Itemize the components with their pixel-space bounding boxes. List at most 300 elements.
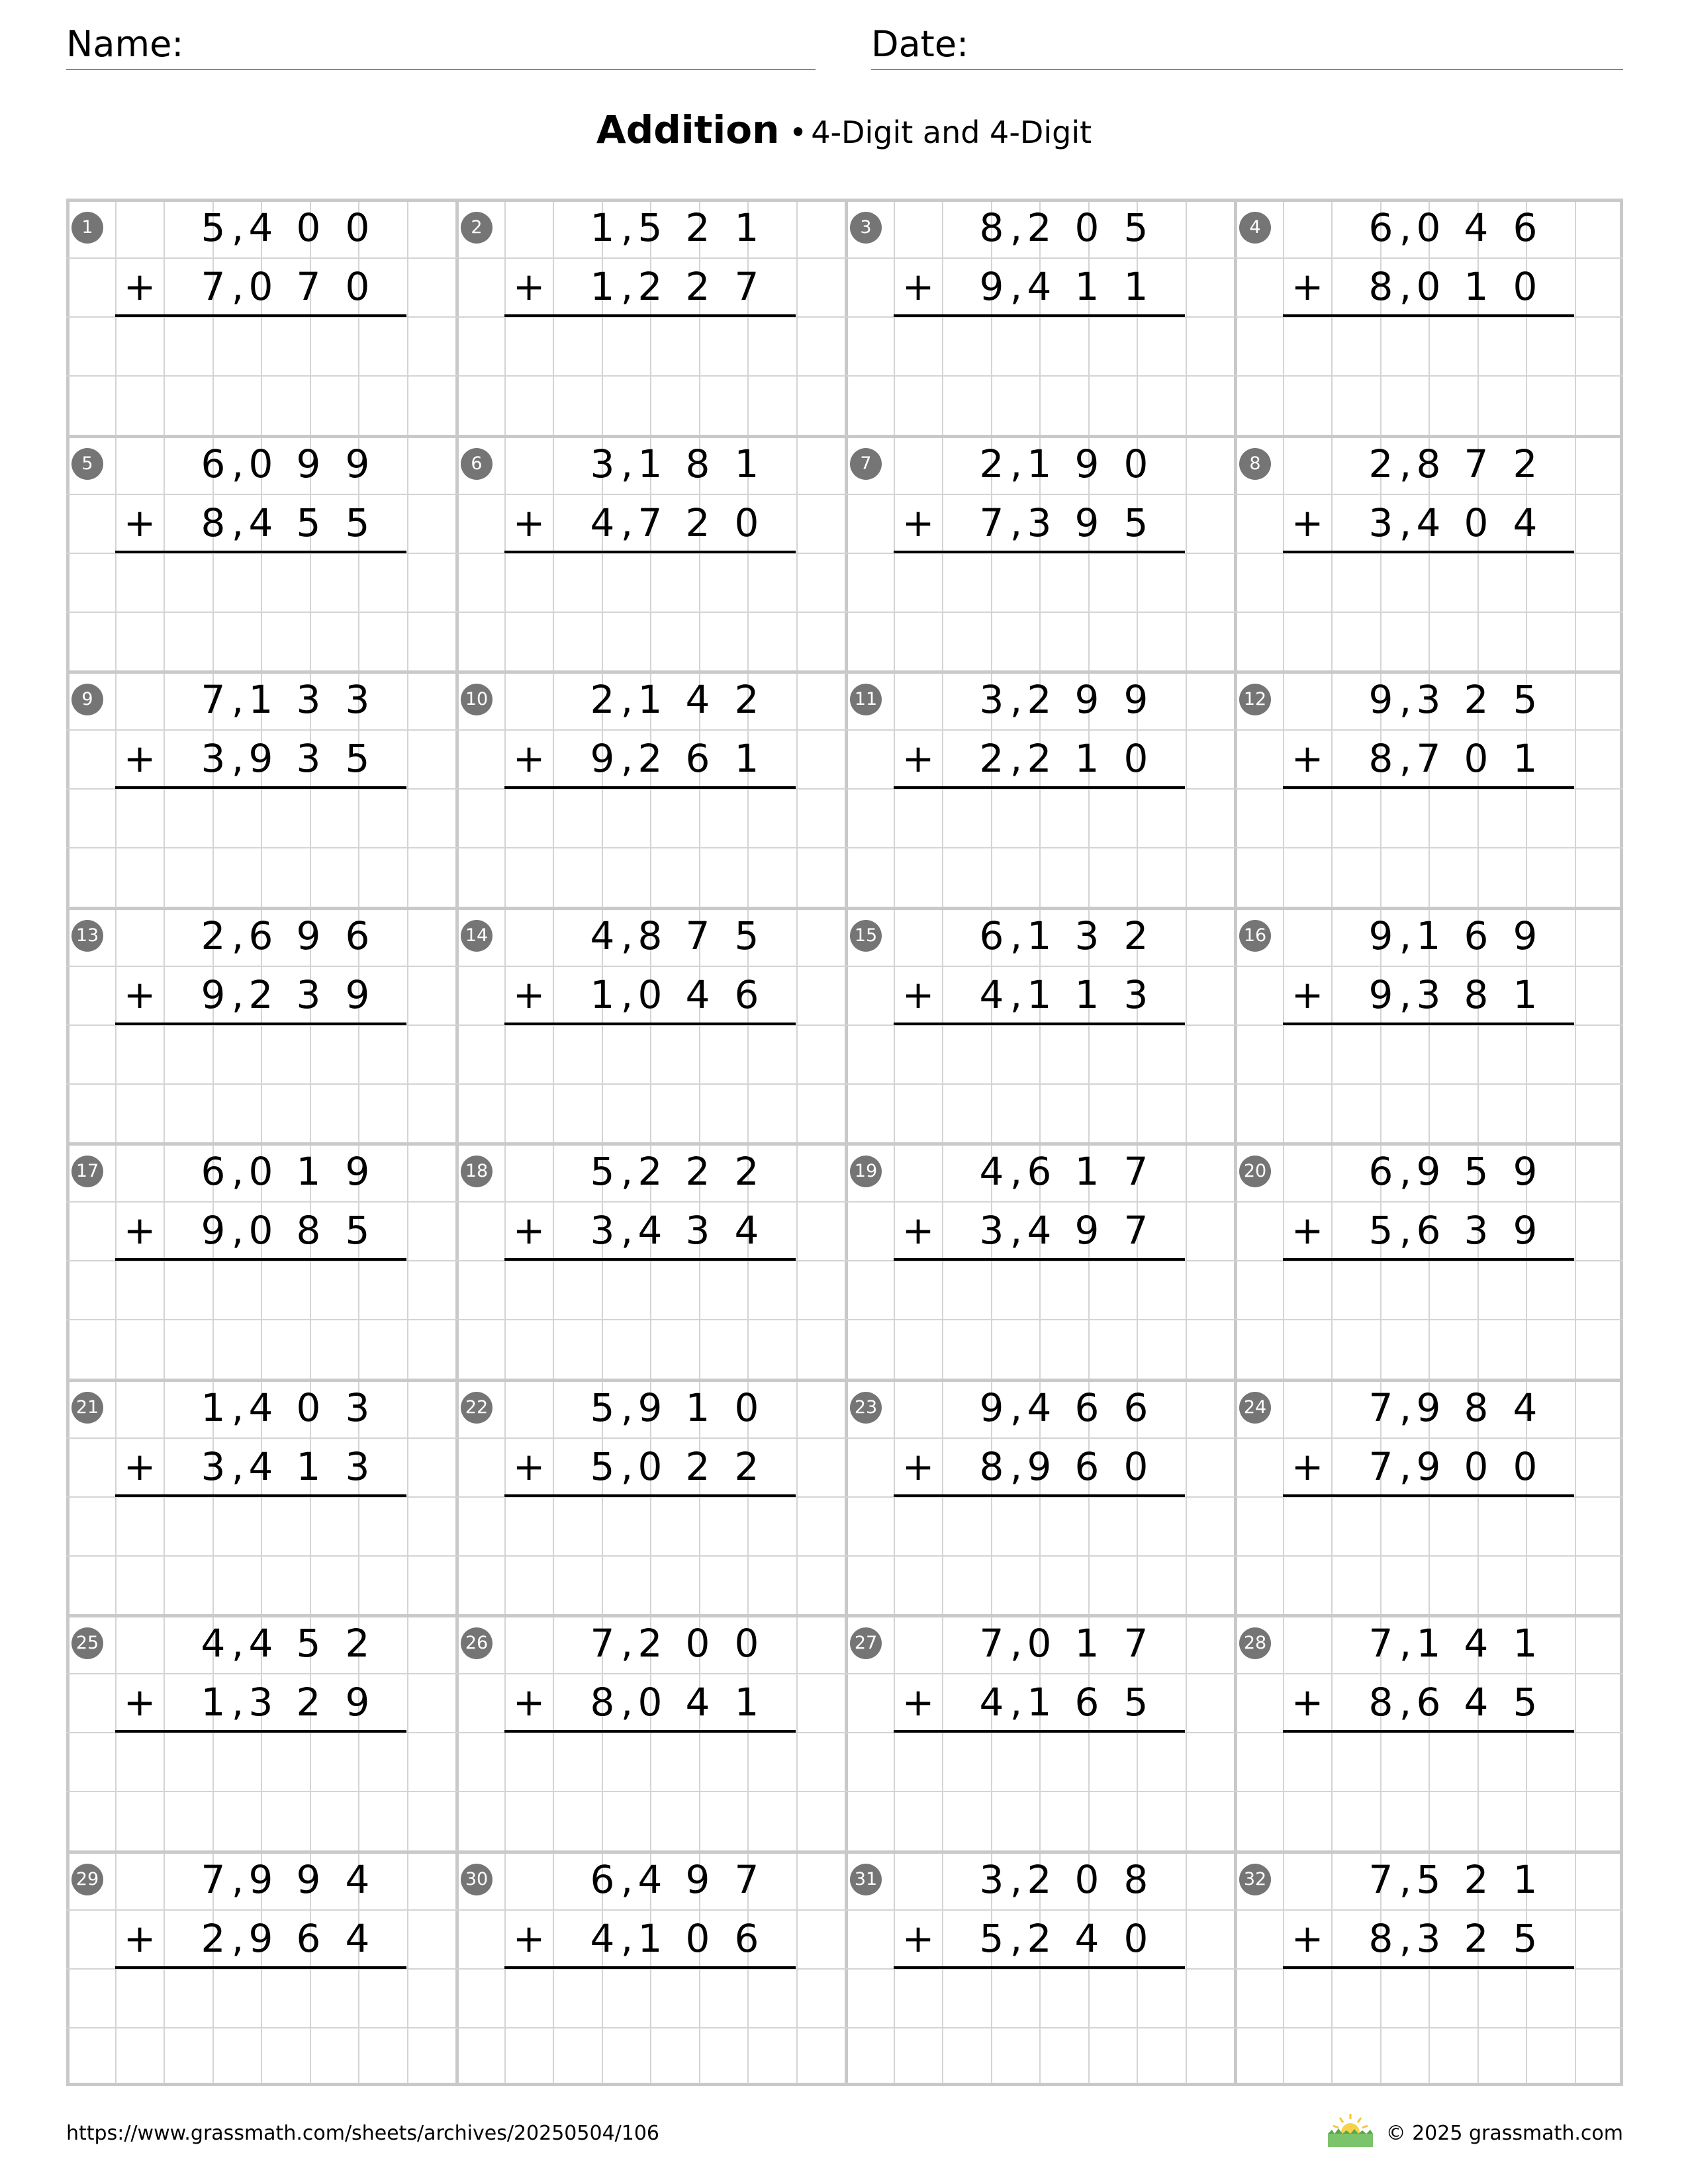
title-separator: • — [789, 114, 808, 150]
addend-bottom-digit: 3 — [979, 1208, 1004, 1253]
addend-bottom-digit: 7 — [201, 264, 226, 309]
problem-number-badge: 8 — [1239, 448, 1271, 480]
addend-bottom-digit: 7 — [979, 500, 1004, 545]
name-label: Name: — [66, 23, 184, 65]
addend-bottom-digit: 0 — [637, 1680, 663, 1725]
addend-bottom-digit: 3 — [1368, 500, 1393, 545]
addend-bottom-digit: 2 — [248, 972, 273, 1017]
addend-bottom-digit: 0 — [1123, 1915, 1149, 1961]
addend-top-digit: 0 — [1416, 205, 1441, 250]
thousands-separator: , — [1009, 500, 1023, 545]
addend-top-digit: 2 — [1368, 441, 1393, 486]
addend-top-digit: 5 — [296, 1621, 321, 1666]
problem-number-badge: 2 — [461, 212, 492, 244]
addend-top-digit: 8 — [1123, 1856, 1149, 1902]
addend-top-digit: 2 — [1464, 1856, 1489, 1902]
problem — [1234, 670, 1623, 906]
addend-top-digit: 6 — [1368, 1149, 1393, 1194]
addend-top-digit: 1 — [1416, 1621, 1441, 1666]
thousands-separator: , — [620, 264, 633, 309]
addend-top-digit: 2 — [637, 1149, 663, 1194]
plus-sign: + — [123, 1208, 156, 1253]
addend-bottom-digit: 1 — [1074, 264, 1100, 309]
answer-line — [894, 1023, 1185, 1025]
addend-top-digit: 7 — [979, 1621, 1004, 1666]
problem — [66, 1614, 455, 1850]
addend-bottom-digit: 2 — [979, 736, 1004, 781]
addend-bottom-digit: 1 — [734, 736, 759, 781]
addend-top-digit: 2 — [637, 1621, 663, 1666]
answer-line — [504, 1494, 796, 1497]
addend-top-digit: 9 — [1513, 1149, 1538, 1194]
thousands-separator: , — [1009, 1915, 1023, 1961]
answer-line — [115, 1966, 406, 1969]
addend-bottom-digit: 1 — [590, 972, 615, 1017]
answer-line — [1283, 1258, 1574, 1261]
addend-bottom-digit: 7 — [1368, 1443, 1393, 1489]
plus-sign: + — [512, 1915, 545, 1961]
plus-sign: + — [902, 1680, 935, 1725]
addend-bottom-digit: 4 — [1027, 1208, 1052, 1253]
problem-number-badge: 9 — [71, 684, 103, 715]
addend-bottom-digit: 3 — [685, 1208, 710, 1253]
addend-top-digit: 2 — [685, 1149, 710, 1194]
addend-top-digit: 9 — [1074, 441, 1100, 486]
answer-line — [894, 1258, 1185, 1261]
addend-top-digit: 6 — [979, 913, 1004, 958]
addend-bottom-digit: 5 — [345, 1208, 370, 1253]
plus-sign: + — [902, 500, 935, 545]
problem-number-badge: 24 — [1239, 1392, 1271, 1424]
addend-top-digit: 4 — [1513, 1385, 1538, 1430]
addend-bottom-digit: 0 — [1123, 736, 1149, 781]
addend-bottom-digit: 3 — [201, 736, 226, 781]
addend-bottom-digit: 8 — [1368, 736, 1393, 781]
problem-number-badge: 19 — [850, 1156, 882, 1187]
addend-top-digit: 9 — [345, 441, 370, 486]
addend-top-digit: 9 — [637, 1385, 663, 1430]
addend-bottom-digit: 2 — [734, 1443, 759, 1489]
addend-bottom-digit: 3 — [296, 972, 321, 1017]
plus-sign: + — [902, 1208, 935, 1253]
addend-bottom-digit: 8 — [1368, 1915, 1393, 1961]
thousands-separator: , — [1399, 736, 1412, 781]
addend-top-digit: 3 — [345, 1385, 370, 1430]
addend-top-digit: 3 — [979, 677, 1004, 722]
addend-top-digit: 0 — [1074, 205, 1100, 250]
addend-top-digit: 9 — [296, 441, 321, 486]
addend-top-digit: 6 — [248, 913, 273, 958]
answer-line — [504, 1023, 796, 1025]
plus-sign: + — [512, 500, 545, 545]
addend-top-digit: 2 — [1464, 677, 1489, 722]
addend-bottom-digit: 6 — [1416, 1208, 1441, 1253]
addend-bottom-digit: 9 — [248, 736, 273, 781]
addend-top-digit: 2 — [1027, 1856, 1052, 1902]
thousands-separator: , — [231, 205, 244, 250]
addend-top-digit: 2 — [1027, 677, 1052, 722]
addend-bottom-digit: 0 — [734, 500, 759, 545]
plus-sign: + — [512, 264, 545, 309]
addend-top-digit: 2 — [201, 913, 226, 958]
answer-line — [894, 1730, 1185, 1733]
answer-line — [115, 314, 406, 317]
problem-number-badge: 28 — [1239, 1627, 1271, 1659]
addend-bottom-digit: 5 — [1123, 1680, 1149, 1725]
addend-bottom-digit: 8 — [590, 1680, 615, 1725]
thousands-separator: , — [620, 1680, 633, 1725]
addend-bottom-digit: 7 — [637, 500, 663, 545]
addend-top-digit: 3 — [590, 441, 615, 486]
thousands-separator: , — [1009, 913, 1023, 958]
problem — [66, 199, 455, 434]
addend-bottom-digit: 8 — [1368, 1680, 1393, 1725]
thousands-separator: , — [231, 1149, 244, 1194]
problem — [845, 1142, 1234, 1378]
addend-bottom-digit: 9 — [1074, 500, 1100, 545]
addend-bottom-digit: 3 — [1416, 1915, 1441, 1961]
answer-line — [1283, 1966, 1574, 1969]
problem-number-badge: 18 — [461, 1156, 492, 1187]
thousands-separator: , — [231, 736, 244, 781]
thousands-separator: , — [231, 972, 244, 1017]
addend-top-digit: 9 — [1416, 1385, 1441, 1430]
problem-number-badge: 25 — [71, 1627, 103, 1659]
addend-bottom-digit: 2 — [296, 1680, 321, 1725]
thousands-separator: , — [620, 1385, 633, 1430]
addend-top-digit: 7 — [1464, 441, 1489, 486]
addend-top-digit: 2 — [685, 205, 710, 250]
plus-sign: + — [512, 1443, 545, 1489]
problem — [66, 670, 455, 906]
footer-url: https://www.grassmath.com/sheets/archives/20250504/106 — [66, 2122, 660, 2145]
thousands-separator: , — [1399, 1385, 1412, 1430]
addend-bottom-digit: 0 — [1416, 264, 1441, 309]
problem — [845, 1614, 1234, 1850]
addend-top-digit: 9 — [1513, 913, 1538, 958]
answer-line — [1283, 1730, 1574, 1733]
addend-top-digit: 4 — [1464, 205, 1489, 250]
addend-top-digit: 2 — [1513, 441, 1538, 486]
answer-line — [504, 1966, 796, 1969]
sun-over-grass-icon — [1325, 2113, 1376, 2148]
problem — [845, 670, 1234, 906]
problem-number-badge: 32 — [1239, 1864, 1271, 1895]
problem — [66, 907, 455, 1142]
addend-top-digit: 9 — [1368, 913, 1393, 958]
problem — [1234, 199, 1623, 434]
problem — [845, 199, 1234, 434]
addend-bottom-digit: 2 — [1027, 1915, 1052, 1961]
addend-top-digit: 0 — [1123, 441, 1149, 486]
thousands-separator: , — [231, 677, 244, 722]
addend-top-digit: 2 — [734, 1149, 759, 1194]
plus-sign: + — [902, 1915, 935, 1961]
thousands-separator: , — [1009, 441, 1023, 486]
problem — [1234, 435, 1623, 670]
addend-bottom-digit: 4 — [979, 1680, 1004, 1725]
addend-bottom-digit: 1 — [1123, 264, 1149, 309]
addend-bottom-digit: 0 — [248, 264, 273, 309]
addend-top-digit: 5 — [201, 205, 226, 250]
thousands-separator: , — [231, 1443, 244, 1489]
thousands-separator: , — [620, 1856, 633, 1902]
problem-number-badge: 4 — [1239, 212, 1271, 244]
plus-sign: + — [123, 500, 156, 545]
addend-top-digit: 8 — [1416, 441, 1441, 486]
problem — [66, 1142, 455, 1378]
addend-bottom-digit: 9 — [248, 1915, 273, 1961]
addend-top-digit: 0 — [296, 205, 321, 250]
addend-top-digit: 5 — [734, 913, 759, 958]
plus-sign: + — [902, 1443, 935, 1489]
addend-bottom-digit: 0 — [345, 264, 370, 309]
addend-bottom-digit: 0 — [1513, 264, 1538, 309]
addend-top-digit: 3 — [296, 677, 321, 722]
addend-bottom-digit: 5 — [1123, 500, 1149, 545]
addend-top-digit: 0 — [1027, 1621, 1052, 1666]
answer-line — [894, 1494, 1185, 1497]
addend-top-digit: 1 — [1513, 1621, 1538, 1666]
addend-top-digit: 4 — [590, 913, 615, 958]
problem — [455, 1614, 845, 1850]
plus-sign: + — [902, 972, 935, 1017]
addend-bottom-digit: 1 — [1027, 1680, 1052, 1725]
addend-bottom-digit: 4 — [685, 972, 710, 1017]
addend-top-digit: 6 — [201, 1149, 226, 1194]
addend-top-digit: 7 — [1123, 1621, 1149, 1666]
thousands-separator: , — [1009, 1208, 1023, 1253]
problem — [845, 1850, 1234, 2086]
thousands-separator: , — [620, 736, 633, 781]
plus-sign: + — [1291, 736, 1324, 781]
problem — [845, 1379, 1234, 1614]
addend-top-digit: 6 — [201, 441, 226, 486]
answer-line — [504, 786, 796, 789]
thousands-separator: , — [620, 441, 633, 486]
addend-bottom-digit: 0 — [1464, 736, 1489, 781]
addend-bottom-digit: 3 — [296, 736, 321, 781]
answer-line — [504, 314, 796, 317]
addend-top-digit: 9 — [248, 1856, 273, 1902]
addend-bottom-digit: 2 — [685, 1443, 710, 1489]
thousands-separator: , — [1399, 1680, 1412, 1725]
problem — [455, 907, 845, 1142]
addend-bottom-digit: 4 — [248, 500, 273, 545]
addend-top-digit: 6 — [345, 913, 370, 958]
problem-number-badge: 29 — [71, 1864, 103, 1895]
addend-top-digit: 6 — [1513, 205, 1538, 250]
plus-sign: + — [902, 264, 935, 309]
addend-top-digit: 6 — [1368, 205, 1393, 250]
date-field[interactable] — [871, 20, 1623, 70]
addend-bottom-digit: 1 — [1074, 736, 1100, 781]
thousands-separator: , — [1009, 264, 1023, 309]
addend-top-digit: 0 — [1074, 1856, 1100, 1902]
problem — [845, 907, 1234, 1142]
plus-sign: + — [123, 736, 156, 781]
plus-sign: + — [123, 1680, 156, 1725]
addend-bottom-digit: 8 — [1464, 972, 1489, 1017]
addend-top-digit: 7 — [1368, 1385, 1393, 1430]
addend-top-digit: 7 — [201, 1856, 226, 1902]
thousands-separator: , — [1399, 1621, 1412, 1666]
problem-number-badge: 31 — [850, 1864, 882, 1895]
addend-bottom-digit: 9 — [590, 736, 615, 781]
addend-bottom-digit: 5 — [1513, 1680, 1538, 1725]
answer-line — [894, 786, 1185, 789]
addend-bottom-digit: 0 — [637, 1443, 663, 1489]
problem — [845, 435, 1234, 670]
addend-bottom-digit: 4 — [1074, 1915, 1100, 1961]
addend-top-digit: 4 — [248, 1621, 273, 1666]
thousands-separator: , — [231, 264, 244, 309]
thousands-separator: , — [231, 1915, 244, 1961]
problem — [1234, 1614, 1623, 1850]
problem-number-badge: 27 — [850, 1627, 882, 1659]
addend-bottom-digit: 3 — [345, 1443, 370, 1489]
addend-top-digit: 0 — [248, 1149, 273, 1194]
addend-bottom-digit: 1 — [296, 1443, 321, 1489]
addend-bottom-digit: 4 — [1027, 264, 1052, 309]
problem-number-badge: 12 — [1239, 684, 1271, 715]
answer-line — [115, 1023, 406, 1025]
addend-top-digit: 9 — [1416, 1149, 1441, 1194]
addend-top-digit: 7 — [1368, 1856, 1393, 1902]
thousands-separator: , — [231, 500, 244, 545]
addend-bottom-digit: 1 — [1464, 264, 1489, 309]
problem — [455, 1379, 845, 1614]
addend-bottom-digit: 9 — [1027, 1443, 1052, 1489]
answer-line — [1283, 1023, 1574, 1025]
addend-bottom-digit: 4 — [979, 972, 1004, 1017]
addend-top-digit: 1 — [637, 441, 663, 486]
plus-sign: + — [512, 736, 545, 781]
problem-number-badge: 21 — [71, 1392, 103, 1424]
thousands-separator: , — [1399, 500, 1412, 545]
addend-bottom-digit: 4 — [1464, 1680, 1489, 1725]
thousands-separator: , — [1399, 205, 1412, 250]
addend-bottom-digit: 8 — [201, 500, 226, 545]
addend-top-digit: 9 — [1123, 677, 1149, 722]
addend-top-digit: 7 — [201, 677, 226, 722]
thousands-separator: , — [620, 1149, 633, 1194]
addend-bottom-digit: 0 — [1464, 1443, 1489, 1489]
addend-bottom-digit: 0 — [685, 1915, 710, 1961]
addend-top-digit: 1 — [1027, 913, 1052, 958]
plus-sign: + — [902, 736, 935, 781]
addend-bottom-digit: 6 — [734, 1915, 759, 1961]
addend-bottom-digit: 9 — [1513, 1208, 1538, 1253]
addend-top-digit: 5 — [637, 205, 663, 250]
addend-bottom-digit: 9 — [1368, 972, 1393, 1017]
addend-top-digit: 9 — [345, 1149, 370, 1194]
addend-top-digit: 1 — [1513, 1856, 1538, 1902]
addend-bottom-digit: 3 — [590, 1208, 615, 1253]
plus-sign: + — [123, 972, 156, 1017]
name-field[interactable] — [66, 20, 816, 70]
problem-number-badge: 26 — [461, 1627, 492, 1659]
problem — [1234, 907, 1623, 1142]
plus-sign: + — [1291, 972, 1324, 1017]
addend-bottom-digit: 7 — [1123, 1208, 1149, 1253]
problem — [455, 199, 845, 434]
addend-top-digit: 3 — [345, 677, 370, 722]
addend-bottom-digit: 9 — [345, 1680, 370, 1725]
thousands-separator: , — [1009, 972, 1023, 1017]
addend-top-digit: 2 — [345, 1621, 370, 1666]
answer-line — [115, 1494, 406, 1497]
thousands-separator: , — [620, 1621, 633, 1666]
plus-sign: + — [123, 1443, 156, 1489]
answer-line — [1283, 551, 1574, 553]
addend-top-digit: 0 — [345, 205, 370, 250]
thousands-separator: , — [231, 1856, 244, 1902]
title-main: Addition — [596, 107, 780, 152]
thousands-separator: , — [1009, 1149, 1023, 1194]
addend-top-digit: 9 — [1074, 677, 1100, 722]
addend-top-digit: 1 — [296, 1149, 321, 1194]
thousands-separator: , — [231, 441, 244, 486]
addend-top-digit: 5 — [1464, 1149, 1489, 1194]
problem-number-badge: 10 — [461, 684, 492, 715]
problem — [1234, 1850, 1623, 2086]
addend-top-digit: 9 — [685, 1856, 710, 1902]
thousands-separator: , — [620, 1443, 633, 1489]
addend-bottom-digit: 4 — [1416, 500, 1441, 545]
addend-bottom-digit: 3 — [1464, 1208, 1489, 1253]
addend-top-digit: 2 — [1123, 913, 1149, 958]
thousands-separator: , — [1009, 1680, 1023, 1725]
addend-bottom-digit: 4 — [248, 1443, 273, 1489]
thousands-separator: , — [620, 913, 633, 958]
addend-bottom-digit: 5 — [1368, 1208, 1393, 1253]
addend-bottom-digit: 6 — [296, 1915, 321, 1961]
answer-line — [115, 786, 406, 789]
answer-line — [504, 1258, 796, 1261]
addend-top-digit: 1 — [1027, 441, 1052, 486]
addend-bottom-digit: 5 — [296, 500, 321, 545]
addend-top-digit: 0 — [248, 441, 273, 486]
addend-bottom-digit: 9 — [1416, 1443, 1441, 1489]
addend-top-digit: 9 — [979, 1385, 1004, 1430]
addend-bottom-digit: 2 — [685, 264, 710, 309]
addend-top-digit: 4 — [979, 1149, 1004, 1194]
answer-line — [504, 1730, 796, 1733]
answer-line — [894, 314, 1185, 317]
addend-top-digit: 5 — [590, 1385, 615, 1430]
thousands-separator: , — [1009, 1621, 1023, 1666]
addend-top-digit: 1 — [248, 677, 273, 722]
problem-number-badge: 23 — [850, 1392, 882, 1424]
plus-sign: + — [123, 264, 156, 309]
plus-sign: + — [1291, 1208, 1324, 1253]
problem-number-badge: 11 — [850, 684, 882, 715]
addend-bottom-digit: 8 — [1368, 264, 1393, 309]
thousands-separator: , — [1009, 736, 1023, 781]
addend-top-digit: 6 — [1074, 1385, 1100, 1430]
addend-bottom-digit: 6 — [1416, 1680, 1441, 1725]
problem — [455, 670, 845, 906]
addend-bottom-digit: 7 — [734, 264, 759, 309]
plus-sign: + — [512, 972, 545, 1017]
addend-bottom-digit: 1 — [637, 1915, 663, 1961]
problem-number-badge: 6 — [461, 448, 492, 480]
thousands-separator: , — [1009, 1385, 1023, 1430]
addend-bottom-digit: 0 — [1123, 1443, 1149, 1489]
addend-top-digit: 3 — [1074, 913, 1100, 958]
addend-bottom-digit: 6 — [734, 972, 759, 1017]
